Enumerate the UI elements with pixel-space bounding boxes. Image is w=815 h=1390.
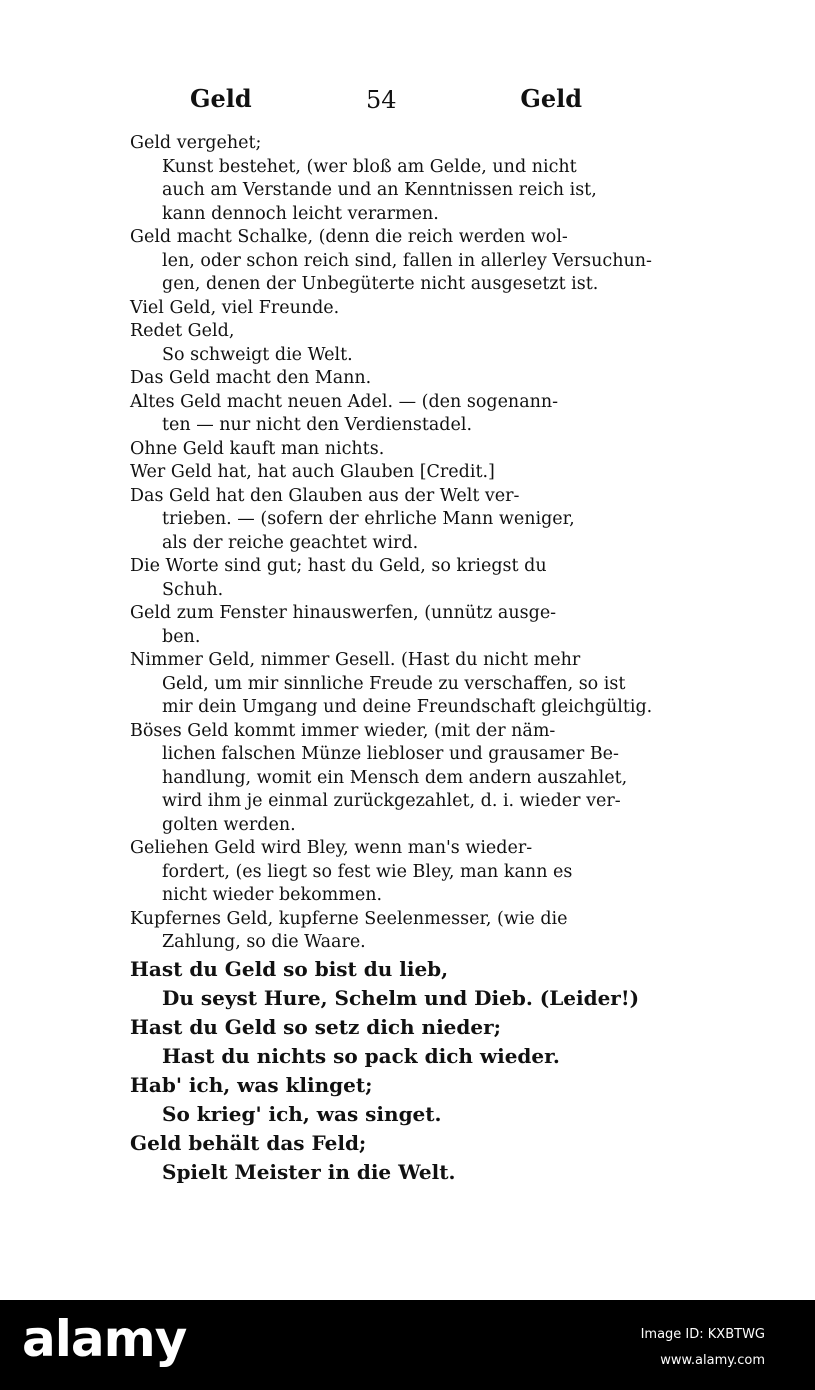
proverb-entry: [130, 720, 678, 838]
proverb-line: Hab' ich, was klinget;: [130, 1072, 373, 1097]
proverb-entry: [130, 485, 678, 556]
watermark-footer: [0, 1300, 815, 1390]
proverb-line: Ohne Geld kauft man nichts.: [130, 438, 385, 459]
proverb-entry: [130, 367, 678, 391]
proverb-line: Geld, um mir sinnliche Freude zu verschaffen, so ist: [162, 673, 626, 694]
proverb-line: Hast du Geld so bist du lieb,: [130, 956, 449, 981]
image-id: Image ID: KXBTWG: [640, 1327, 765, 1342]
proverb-entry: [130, 438, 678, 462]
proverb-line: kann dennoch leicht verarmen.: [162, 203, 439, 224]
proverb-line: handlung, womit ein Mensch dem andern auszahlet,: [162, 767, 628, 788]
proverb-line: lichen falschen Münze liebloser und grausamer Be-: [162, 744, 619, 764]
proverb-entry: [130, 226, 678, 297]
alamy-logo: alamy: [22, 1310, 187, 1368]
proverb-entry: [130, 649, 678, 720]
proverb-line: ben.: [162, 626, 201, 647]
proverb-entry: [130, 320, 678, 367]
proverb-line: Hast du Geld so setz dich nieder;: [130, 1014, 502, 1039]
proverb-entry: [130, 132, 678, 226]
proverb-line: Viel Geld, viel Freunde.: [130, 297, 340, 318]
proverb-line: Böses Geld kommt immer wieder, (mit der näm-: [130, 720, 556, 741]
proverb-line: Altes Geld macht neuen Adel. — (den sogenann-: [130, 391, 559, 412]
proverb-line: len, oder schon reich sind, fallen in allerley Versuchun-: [162, 250, 652, 271]
proverb-entry: [130, 837, 678, 908]
proverb-entry: [130, 555, 678, 602]
proverb-entry: [130, 1071, 678, 1129]
site-url: www.alamy.com: [660, 1353, 765, 1368]
proverb-entry: [130, 391, 678, 438]
proverb-entry: [130, 908, 678, 955]
proverb-line: Kunst bestehet, (wer bloß am Gelde, und nicht: [162, 156, 577, 177]
proverb-line: Das Geld hat den Glauben aus der Welt ver-: [130, 485, 520, 506]
proverb-line: Hast du nichts so pack dich wieder.: [162, 1043, 560, 1068]
proverb-list: [130, 132, 678, 1187]
proverb-line: auch am Verstande und an Kenntnissen reich ist,: [162, 180, 597, 200]
proverb-line: Geld macht Schalke, (denn die reich werden wol-: [130, 227, 568, 247]
proverb-line: wird ihm je einmal zurückgezahlet, d. i. wieder ver-: [162, 791, 621, 811]
proverb-line: Spielt Meister in die Welt.: [162, 1159, 456, 1184]
proverb-line: fordert, (es liegt so fest wie Bley, man kann es: [162, 861, 573, 882]
proverb-entry: [130, 955, 678, 1013]
proverb-line: Geliehen Geld wird Bley, wenn man's wieder-: [130, 838, 533, 858]
proverb-line: Geld zum Fenster hinauswerfen, (unnütz ausge-: [130, 603, 557, 623]
proverb-line: nicht wieder bekommen.: [162, 885, 383, 905]
proverb-line: Nimmer Geld, nimmer Gesell. (Hast du nicht mehr: [130, 650, 581, 670]
proverb-entry: [130, 1013, 678, 1071]
proverb-line: Geld behält das Feld;: [130, 1130, 367, 1155]
header-right-word: Geld: [520, 84, 582, 113]
header-left-word: Geld: [190, 84, 252, 113]
proverb-line: Wer Geld hat, hat auch Glauben [Credit.]: [130, 462, 495, 482]
proverb-entry: [130, 602, 678, 649]
proverb-line: Du seyst Hure, Schelm und Dieb. (Leider!): [162, 985, 640, 1010]
proverb-line: Die Worte sind gut; hast du Geld, so kriegst du: [130, 556, 547, 576]
proverb-line: als der reiche geachtet wird.: [162, 532, 419, 553]
proverb-line: Redet Geld,: [130, 321, 235, 341]
proverb-line: Zahlung, so die Waare.: [162, 932, 366, 952]
proverb-line: trieben. — (sofern der ehrliche Mann weniger,: [162, 509, 575, 529]
proverb-line: mir dein Umgang und deine Freundschaft gleichgültig.: [162, 697, 653, 717]
proverb-line: Schuh.: [162, 579, 224, 600]
proverb-line: Das Geld macht den Mann.: [130, 368, 372, 388]
running-header: [190, 84, 590, 114]
proverb-line: Geld vergehet;: [130, 133, 262, 153]
proverb-line: golten werden.: [162, 814, 296, 835]
proverb-line: gen, denen der Unbegüterte nicht ausgesetzt ist.: [162, 274, 599, 294]
proverb-entry: [130, 1129, 678, 1187]
page-number: 54: [366, 86, 397, 114]
image-info: [641, 1322, 765, 1374]
proverb-line: Kupfernes Geld, kupferne Seelenmesser, (wie die: [130, 908, 568, 929]
proverb-entry: [130, 461, 678, 485]
proverb-entry: [130, 297, 678, 321]
proverb-line: So schweigt die Welt.: [162, 344, 353, 365]
proverb-line: So krieg' ich, was singet.: [162, 1101, 442, 1126]
proverb-line: ten — nur nicht den Verdienstadel.: [162, 415, 473, 435]
